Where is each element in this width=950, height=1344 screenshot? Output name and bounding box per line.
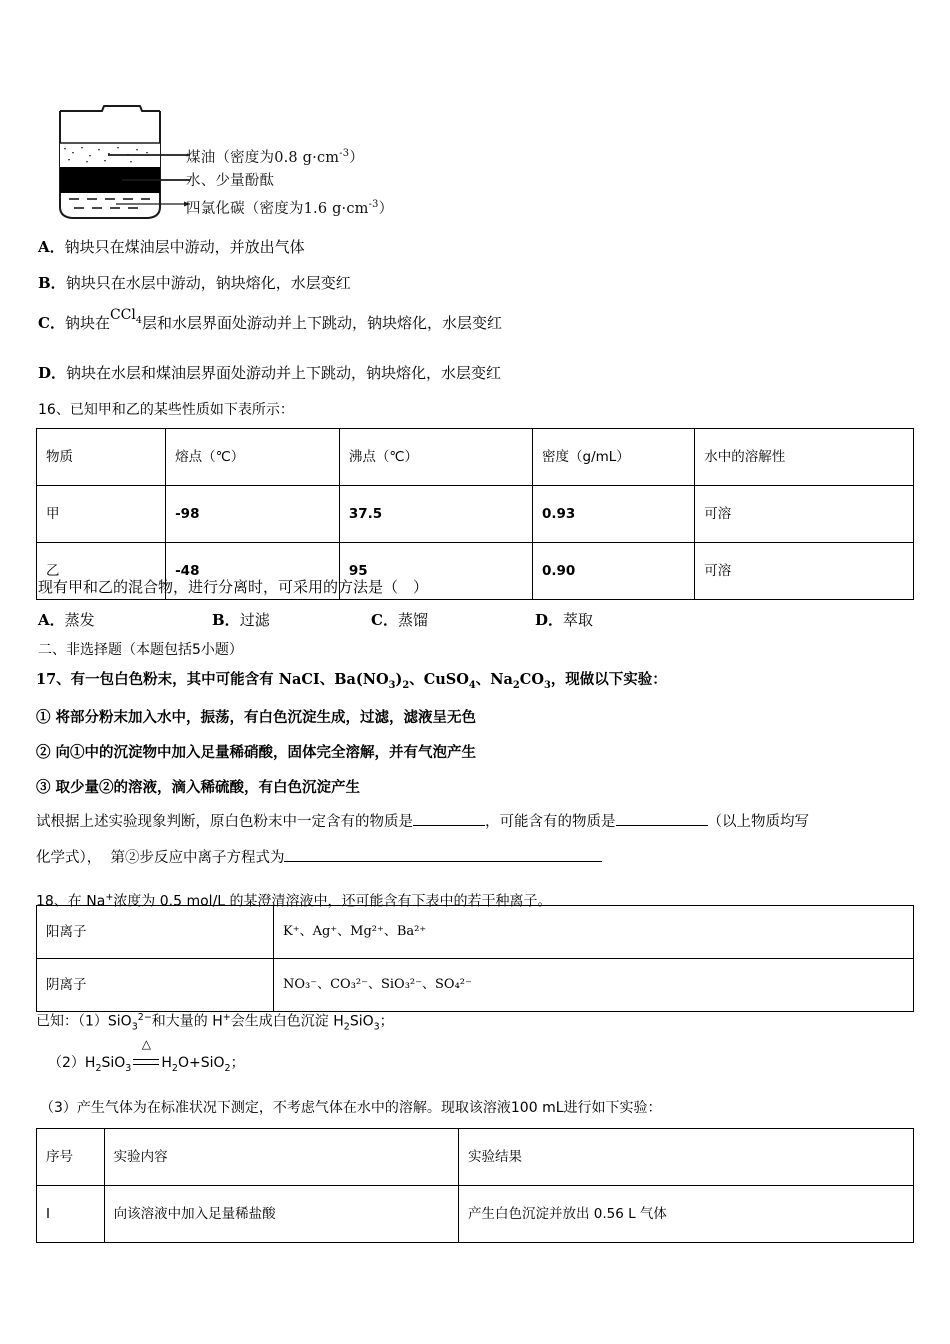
cell-melting-jia: -98 bbox=[166, 486, 340, 543]
q15-option-c-mark: C． bbox=[38, 314, 65, 332]
heat-reaction-symbol: △ bbox=[131, 1053, 161, 1073]
cell-anion-label: 阴离子 bbox=[37, 959, 274, 1012]
cell-boiling-yi: 95 bbox=[339, 543, 532, 600]
q17-conclusion-line-1: 试根据上述实验现象判断，原白色粉末中一定含有的物质是 ，可能含有的物质是 （以上物质均写 bbox=[36, 814, 809, 830]
answer-blank-possible[interactable] bbox=[616, 825, 708, 826]
cell-solubility-yi: 可溶 bbox=[695, 543, 914, 600]
q17-step-3: ③ 取少量②的溶液，滴入稀硫酸，有白色沉淀产生 bbox=[36, 779, 361, 796]
q16-option-d bbox=[535, 610, 593, 630]
header-melting-point: 熔点（℃） bbox=[166, 429, 340, 486]
q16-option-a-text: 蒸发 bbox=[64, 611, 95, 629]
table-row-header bbox=[37, 429, 914, 486]
q16-option-b-text: 过滤 bbox=[239, 611, 270, 629]
cell-substance-jia: 甲 bbox=[37, 486, 166, 543]
q15-option-a-mark: A． bbox=[38, 238, 65, 256]
figure-label-water: 水、少量酚酞 bbox=[186, 172, 275, 189]
q18-known-3: （3）产生气体为在标准状况下测定，不考虑气体在水中的溶解。现取该溶液100 mL进行如下实验： bbox=[40, 1100, 662, 1116]
figure-label-group bbox=[186, 142, 516, 221]
table-row bbox=[37, 959, 914, 1012]
table-row bbox=[37, 906, 914, 959]
ion-table bbox=[36, 905, 914, 1012]
header-density: 密度（g/mL） bbox=[533, 429, 695, 486]
formula-barium-nitrate: $Ba(NO_3)_2$ bbox=[334, 671, 410, 691]
q17-conclusion-line-2: 化学式）， 第②步反应中离子方程式为 bbox=[36, 848, 602, 868]
cell-content-1: 向该溶液中加入足量稀盐酸 bbox=[104, 1186, 458, 1243]
q16-option-b-mark: B． bbox=[212, 611, 240, 629]
properties-table bbox=[36, 428, 914, 600]
table-row bbox=[37, 1186, 914, 1243]
cell-boiling-jia: 37.5 bbox=[339, 486, 532, 543]
q18-known-1: 已知：（1）SiO$_3^{2-}$和大量的 H+会生成白色沉淀 $H_2SiO_3$； bbox=[36, 1012, 394, 1033]
ccl4-formula: CCl$_4$ bbox=[109, 307, 142, 326]
cell-result-1: 产生白色沉淀并放出 0.56 L 气体 bbox=[458, 1186, 913, 1243]
q15-option-c-suffix: 层和水层界面处游动并上下跳动，钠块熔化，水层变红 bbox=[141, 314, 502, 332]
q16-option-d-mark: D． bbox=[535, 611, 564, 629]
q15-option-d-mark: D． bbox=[38, 364, 67, 382]
header-serial-number: 序号 bbox=[37, 1129, 105, 1186]
cell-density-jia: 0.93 bbox=[533, 486, 695, 543]
section-2-heading: 二、非选择题（本题包括5小题） bbox=[38, 642, 243, 658]
q16-option-c-text: 蒸馏 bbox=[397, 611, 428, 629]
experiment-table bbox=[36, 1128, 914, 1243]
header-experiment-content: 实验内容 bbox=[104, 1129, 458, 1186]
figure-label-kerosene: 煤油（密度为0.8 $g\cdot cm^{-3}$） bbox=[186, 148, 364, 166]
q15-option-d-text: 钠块在水层和煤油层界面处游动并上下跳动，钠块熔化，水层变红 bbox=[66, 364, 502, 382]
q15-option-c-prefix: 钠块在 bbox=[64, 314, 110, 332]
q15-option-a-text: 钠块只在煤油层中游动，并放出气体 bbox=[64, 238, 305, 256]
cell-cation-label: 阳离子 bbox=[37, 906, 274, 959]
q16-option-a-mark: A． bbox=[38, 611, 65, 629]
header-boiling-point: 沸点（℃） bbox=[339, 429, 532, 486]
q15-option-d bbox=[38, 363, 501, 383]
q16-option-a bbox=[38, 610, 95, 630]
table-row bbox=[37, 486, 914, 543]
header-solubility: 水中的溶解性 bbox=[695, 429, 914, 486]
cell-serial-1: Ⅰ bbox=[37, 1186, 105, 1243]
figure-label-ccl4: 四氯化碳（密度为1.6 $g\cdot cm^{-3}$） bbox=[186, 198, 394, 217]
cell-solubility-jia: 可溶 bbox=[695, 486, 914, 543]
q15-option-b-mark: B． bbox=[38, 274, 66, 292]
q18-known-2: $(2)H_2SiO_3$ △ $H_2O+SiO_2$； bbox=[48, 1037, 245, 1074]
q17-step-1: ① 将部分粉末加入水中，振荡，有白色沉淀生成，过滤，滤液呈无色 bbox=[36, 709, 477, 726]
header-experiment-result: 实验结果 bbox=[458, 1129, 913, 1186]
q15-option-b-text: 钠块只在水层中游动，钠块熔化，水层变红 bbox=[65, 274, 351, 292]
q16-option-b bbox=[212, 610, 270, 630]
formula-nacl: NaCI bbox=[278, 671, 320, 688]
q16-option-c bbox=[371, 610, 428, 630]
q17-stem: 17、有一包白色粉末，其中可能含有 NaCI、$Ba(NO_3)_2$、CuSO$_4$、$Na_2CO_3$，现做以下实验： bbox=[36, 671, 667, 691]
formula-sodium-carbonate: $Na_2CO_3$ bbox=[490, 671, 551, 691]
q16-option-d-text: 萃取 bbox=[563, 611, 594, 629]
q15-option-b bbox=[38, 273, 351, 293]
q16-stem: 16、已知甲和乙的某些性质如下表所示： bbox=[38, 402, 294, 418]
cell-density-yi: 0.90 bbox=[533, 543, 695, 600]
beaker-rim bbox=[60, 106, 160, 111]
q16-question: 现有甲和乙的混合物，进行分离时，可采用的方法是（ ） bbox=[38, 578, 429, 596]
cell-anion-values: NO₃⁻、CO₃²⁻、SiO₃²⁻、SO₄²⁻ bbox=[274, 959, 914, 1012]
cell-cation-values: K⁺、Ag⁺、Mg²⁺、Ba²⁺ bbox=[274, 906, 914, 959]
q15-option-a bbox=[38, 237, 305, 257]
cell-melting-yi: -48 bbox=[166, 543, 340, 600]
table-row-header bbox=[37, 1129, 914, 1186]
answer-blank-ionic-equation[interactable] bbox=[284, 861, 602, 862]
q18-stem: 18、在 Na+浓度为 0.5 mol/L 的某澄清溶液中，还可能含有下表中的若干种离子。 bbox=[36, 892, 552, 910]
q17-step-2: ② 向①中的沉淀物中加入足量稀硝酸，固体完全溶解，并有气泡产生 bbox=[36, 744, 477, 761]
formula-copper-sulfate: CuSO$_4$ bbox=[423, 671, 476, 691]
q16-option-c-mark: C． bbox=[371, 611, 398, 629]
header-substance: 物质 bbox=[37, 429, 166, 486]
answer-blank-definite[interactable] bbox=[413, 825, 485, 826]
q15-option-c bbox=[38, 307, 502, 340]
cell-substance-yi: 乙 bbox=[37, 543, 166, 600]
